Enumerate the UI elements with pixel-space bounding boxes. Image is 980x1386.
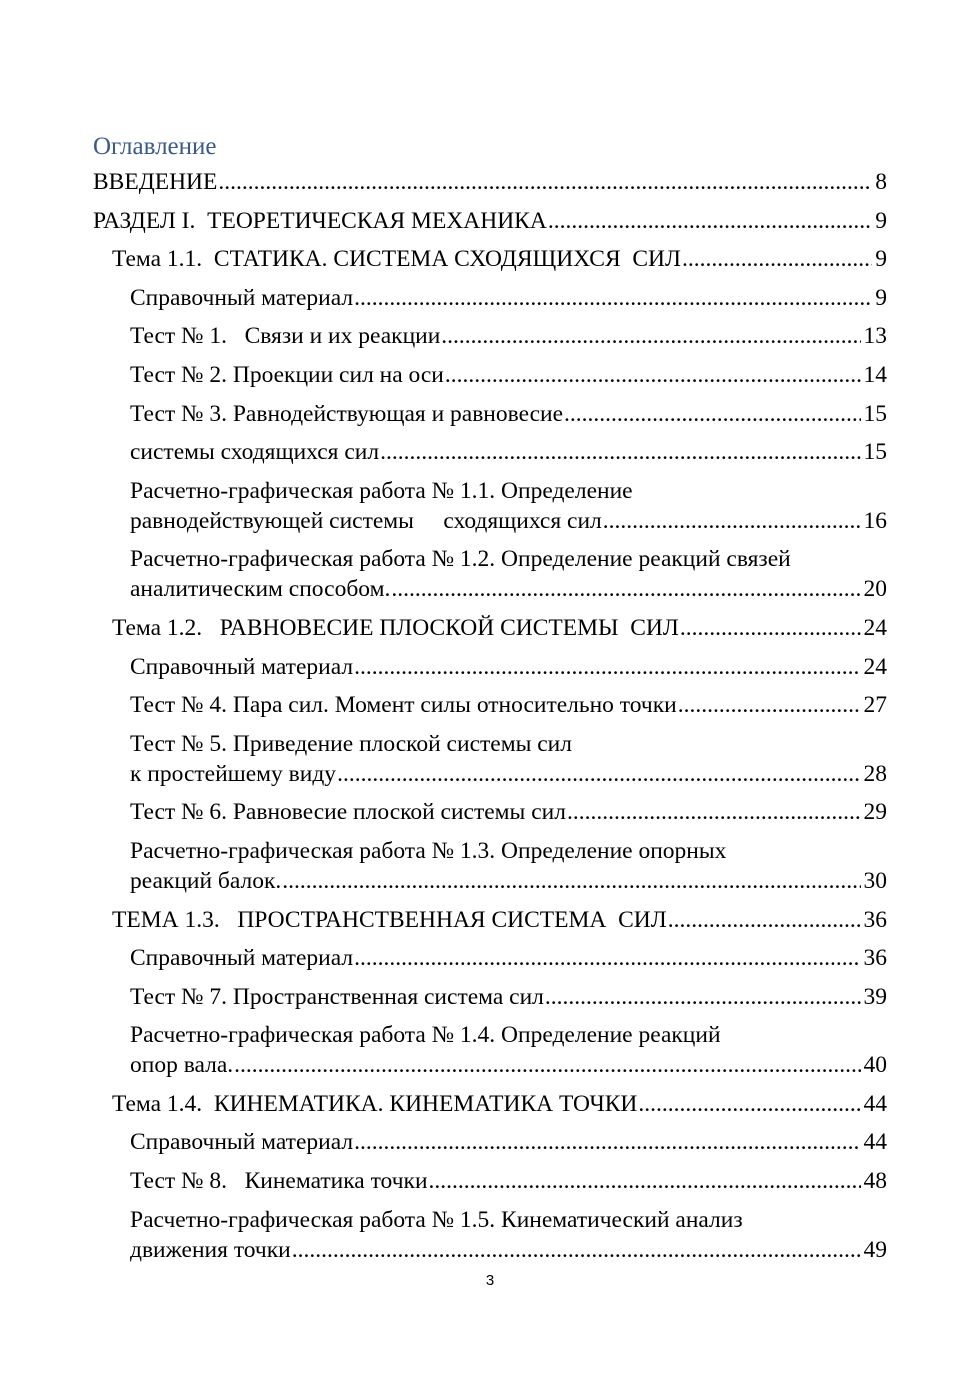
dot-leader [282,866,860,896]
toc-entry-page: 16 [863,507,887,534]
dot-leader [354,283,872,313]
toc-entry-page: 28 [863,760,887,787]
toc-entry-title: Справочный материал [130,945,354,972]
dot-leader [429,1166,861,1196]
dot-leader [603,506,861,536]
toc-entry-page: 49 [863,1236,887,1263]
dot-leader [678,690,861,720]
toc-entry-title: ТЕМА 1.3. ПРОСТРАНСТВЕННАЯ СИСТЕМА СИЛ [112,906,667,933]
toc-entry-title: опор вала. [130,1052,234,1079]
toc-entry-title: Тест № 1. Связи и их реакции [130,323,441,350]
toc-entry-work-1-1[interactable] [93,476,887,536]
toc-entry-title: ВВЕДЕНИЕ [93,169,218,195]
dot-leader [680,613,861,643]
toc-entry-test-5[interactable] [93,729,887,789]
dot-leader [548,206,872,236]
dot-leader [545,982,861,1012]
toc-entry-reference-1-3[interactable] [93,943,887,973]
page-number: 3 [485,1272,495,1289]
toc-entry-title: системы сходящихся сил [130,439,380,466]
toc-entry-page: 48 [863,1168,887,1195]
toc-entry-work-1-5[interactable] [93,1205,887,1265]
dot-leader [234,1050,860,1080]
toc-entry-title: Тест № 8. Кинематика точки [130,1168,428,1195]
toc-entry-title-line1: Расчетно-графическая работа № 1.4. Определение реакций [130,1022,721,1049]
dot-leader [337,759,860,789]
toc-entry-section-1[interactable] [93,206,887,236]
toc-entry-title: Справочный материал [130,284,354,311]
toc-entry-reference-1-2[interactable] [93,652,887,682]
toc-entry-page: 9 [875,284,887,311]
toc-entry-test-1[interactable] [93,321,887,351]
toc-entry-title: Тест № 4. Пара сил. Момент силы относительно точки [130,692,677,719]
toc-entry-title-line1: Расчетно-графическая работа № 1.2. Определение реакций связей [130,546,791,573]
toc-entry-page: 36 [863,945,887,972]
dot-leader [354,652,860,682]
toc-entry-title: Тема 1.2. РАВНОВЕСИЕ ПЛОСКОЙ СИСТЕМЫ СИЛ [112,614,679,641]
toc-entry-title: Тема 1.4. КИНЕМАТИКА. КИНЕМАТИКА ТОЧКИ [112,1090,638,1117]
toc-entry-title: равнодействующей системы сходящихся сил [130,507,602,534]
toc-entry-test-8[interactable] [93,1166,887,1196]
toc-entry-title-line1: Тест № 5. Приведение плоской системы сил [130,730,572,757]
toc-entry-page: 24 [863,614,887,641]
toc-entry-title: Справочный материал [130,653,354,680]
toc-entry-title: Тест № 2. Проекции сил на оси [130,361,444,388]
toc-entry-topic-1-1[interactable] [93,244,887,274]
toc-entry-title: Тема 1.1. СТАТИКА. СИСТЕМА СХОДЯЩИХСЯ СИЛ [112,246,681,273]
toc-entry-page: 14 [863,361,887,388]
toc-entry-title-line1: Расчетно-графическая работа № 1.3. Определение опорных [130,837,727,864]
toc-entry-title: Тест № 6. Равновесие плоской системы сил [130,799,566,826]
toc-entry-work-1-4[interactable] [93,1020,887,1080]
toc-entry-work-1-2[interactable] [93,544,887,604]
toc-entry-reference-1-4[interactable] [93,1127,887,1157]
table-of-contents [93,167,887,1273]
dot-leader [354,943,860,973]
toc-heading: Оглавление [93,133,217,160]
toc-entry-page: 15 [863,400,887,427]
toc-entry-test-3-continued[interactable] [93,437,887,467]
toc-entry-topic-1-2[interactable] [93,613,887,643]
toc-entry-title: движения точки [130,1236,291,1263]
toc-entry-page: 40 [863,1052,887,1079]
toc-entry-title: Тест № 7. Пространственная система сил [130,983,544,1010]
toc-entry-introduction[interactable] [93,167,887,197]
toc-entry-page: 15 [863,439,887,466]
dot-leader [682,244,872,274]
toc-entry-reference-1-1[interactable] [93,283,887,313]
toc-entry-topic-1-3[interactable] [93,905,887,935]
dot-leader [218,167,872,197]
toc-entry-page: 36 [863,906,887,933]
toc-entry-page: 27 [863,692,887,719]
toc-entry-page: 30 [863,867,887,894]
toc-entry-topic-1-4[interactable] [93,1089,887,1119]
toc-entry-page: 44 [863,1090,887,1117]
toc-entry-title: аналитическим способом. [130,576,391,603]
toc-entry-title: реакций балок. [130,867,282,894]
toc-entry-test-3[interactable] [93,399,887,429]
toc-entry-title: Тест № 3. Равнодействующая и равновесие [130,400,564,427]
dot-leader [354,1127,860,1157]
dot-leader [668,905,861,935]
dot-leader [292,1235,861,1265]
dot-leader [380,437,860,467]
dot-leader [638,1089,860,1119]
dot-leader [567,797,861,827]
toc-entry-test-7[interactable] [93,982,887,1012]
toc-entry-page: 8 [875,169,887,195]
dot-leader [391,574,860,604]
toc-entry-title-line1: Расчетно-графическая работа № 1.1. Определение [130,477,633,504]
toc-entry-page: 20 [863,576,887,603]
dot-leader [445,360,861,390]
dot-leader [441,321,860,351]
toc-entry-title: к простейшему виду [130,760,337,787]
toc-entry-title-line1: Расчетно-графическая работа № 1.5. Кинематический анализ [130,1206,743,1233]
toc-entry-test-6[interactable] [93,797,887,827]
toc-entry-title: РАЗДЕЛ I. ТЕОРЕТИЧЕСКАЯ МЕХАНИКА [93,207,547,234]
toc-entry-page: 9 [875,246,887,273]
toc-entry-title: Справочный материал [130,1129,354,1156]
toc-entry-test-2[interactable] [93,360,887,390]
toc-entry-page: 13 [863,323,887,350]
toc-entry-work-1-3[interactable] [93,836,887,896]
toc-entry-test-4[interactable] [93,690,887,720]
dot-leader [564,399,860,429]
toc-entry-page: 9 [875,207,887,234]
toc-entry-page: 29 [863,799,887,826]
toc-entry-page: 24 [863,653,887,680]
toc-entry-page: 44 [863,1129,887,1156]
toc-entry-page: 39 [863,983,887,1010]
